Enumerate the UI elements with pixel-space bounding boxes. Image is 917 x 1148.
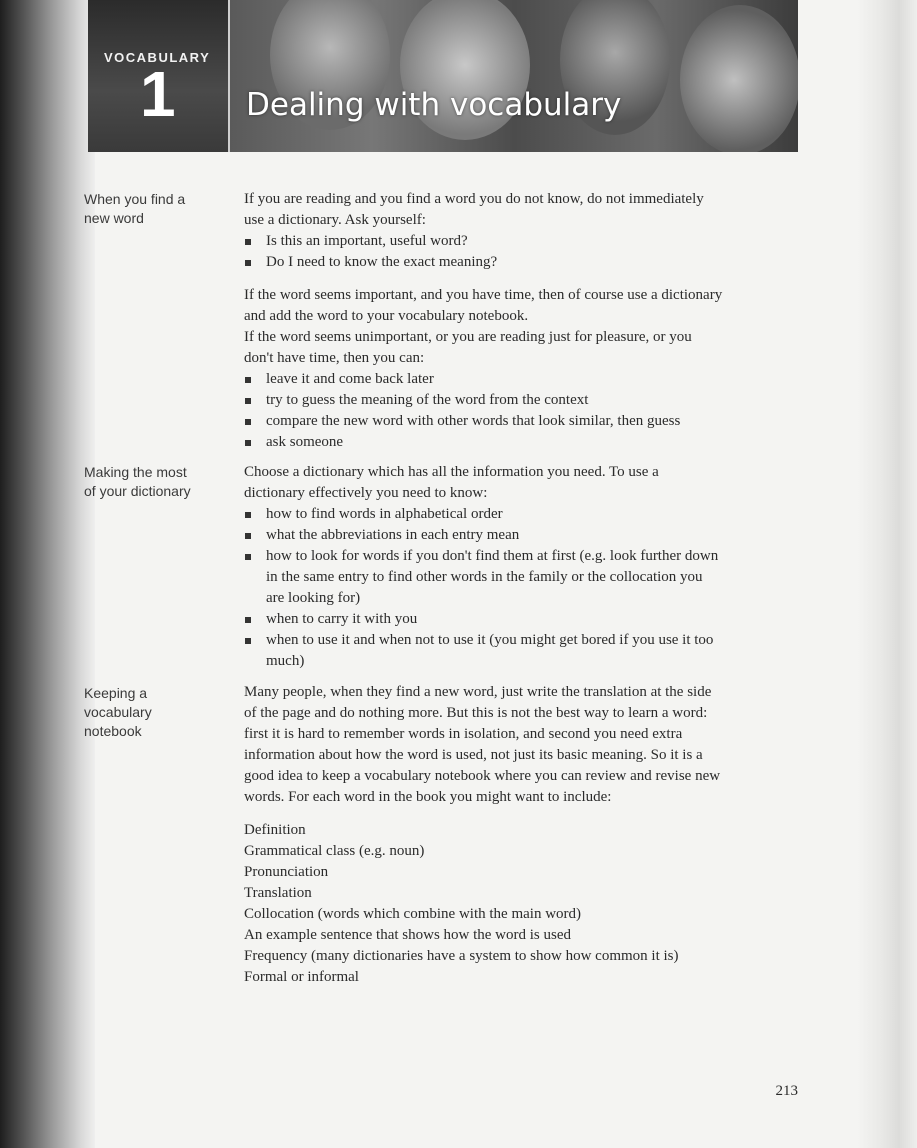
page-number: 213	[775, 1083, 798, 1099]
dictionary-item: when to carry it with you	[244, 609, 804, 630]
dictionary-item: how to find words in alphabetical order	[244, 504, 804, 525]
book-spine-shadow	[0, 0, 95, 1148]
body-line: use a dictionary. Ask yourself:	[244, 212, 426, 228]
item-line: much)	[266, 653, 305, 669]
item-line: are looking for)	[266, 590, 361, 606]
body-line: good idea to keep a vocabulary notebook where you can review and revise new	[244, 768, 721, 784]
body-line: first it is hard to remember words in isolation, and second you need extra	[244, 726, 683, 742]
notebook-field: Frequency (many dictionaries have a system to show how common it is)	[244, 948, 679, 964]
option-item: ask someone	[244, 432, 804, 453]
notebook-field: Collocation (words which combine with the main word)	[244, 906, 582, 922]
question-item: Is this an important, useful word?	[244, 231, 804, 252]
side-heading-line: vocabulary	[84, 704, 152, 720]
body-line: If you are reading and you find a word you do not know, do not immediately	[244, 191, 704, 207]
body-line: If the word seems unimportant, or you are reading just for pleasure, or you	[244, 329, 692, 345]
item-line: in the same entry to find other words in the family or the collocation you	[266, 569, 703, 585]
unit-number: 1	[140, 58, 176, 130]
item-line: how to look for words if you don't find them at first (e.g. look further down	[266, 548, 719, 564]
notebook-field: Grammatical class (e.g. noun)	[244, 843, 425, 859]
body-line: dictionary effectively you need to know:	[244, 485, 488, 501]
body-line: If the word seems important, and you have time, then of course use a dictionary	[244, 287, 723, 303]
notebook-field: Formal or informal	[244, 969, 359, 985]
notebook-field: Definition	[244, 822, 306, 838]
side-heading-new-word	[84, 190, 224, 228]
body-line: don't have time, then you can:	[244, 350, 425, 366]
body-line: of the page and do nothing more. But this is not the best way to learn a word:	[244, 705, 708, 721]
dictionary-item: what the abbreviations in each entry mean	[244, 525, 804, 546]
page-title: Dealing with vocabulary	[246, 87, 622, 123]
student-face-4	[680, 5, 798, 152]
students-photo	[230, 0, 798, 152]
notebook-field: Pronunciation	[244, 864, 329, 880]
side-heading-line: notebook	[84, 723, 142, 739]
body-line: information about how the word is used, not just its basic meaning. So it is a	[244, 747, 703, 763]
side-heading-line: Making the most	[84, 464, 187, 480]
side-heading-line: of your dictionary	[84, 483, 191, 499]
side-heading-line: new word	[84, 210, 144, 226]
option-item: compare the new word with other words that look similar, then guess	[244, 411, 804, 432]
notebook-field: Translation	[244, 885, 312, 901]
body-line: Many people, when they find a new word, just write the translation at the side	[244, 684, 712, 700]
body-line: and add the word to your vocabulary notebook.	[244, 308, 529, 324]
side-heading-dictionary	[84, 463, 224, 501]
body-line: words. For each word in the book you might want to include:	[244, 789, 612, 805]
section-dictionary	[244, 462, 804, 672]
section-notebook	[244, 682, 804, 988]
chapter-header-banner	[88, 0, 798, 152]
section-new-word	[244, 189, 804, 453]
side-heading-line: When you find a	[84, 191, 186, 207]
page-edge-shadow	[857, 0, 917, 1148]
option-item: try to guess the meaning of the word from the context	[244, 390, 804, 411]
section-label: VOCABULARY	[104, 50, 211, 65]
dictionary-item	[244, 546, 804, 609]
item-line: when to use it and when not to use it (you might get bored if you use it too	[266, 632, 714, 648]
dictionary-item	[244, 630, 804, 672]
notebook-field: An example sentence that shows how the word is used	[244, 927, 572, 943]
side-heading-line: Keeping a	[84, 685, 148, 701]
question-item: Do I need to know the exact meaning?	[244, 252, 804, 273]
body-line: Choose a dictionary which has all the information you need. To use a	[244, 464, 659, 480]
option-item: leave it and come back later	[244, 369, 804, 390]
side-heading-notebook	[84, 684, 224, 741]
